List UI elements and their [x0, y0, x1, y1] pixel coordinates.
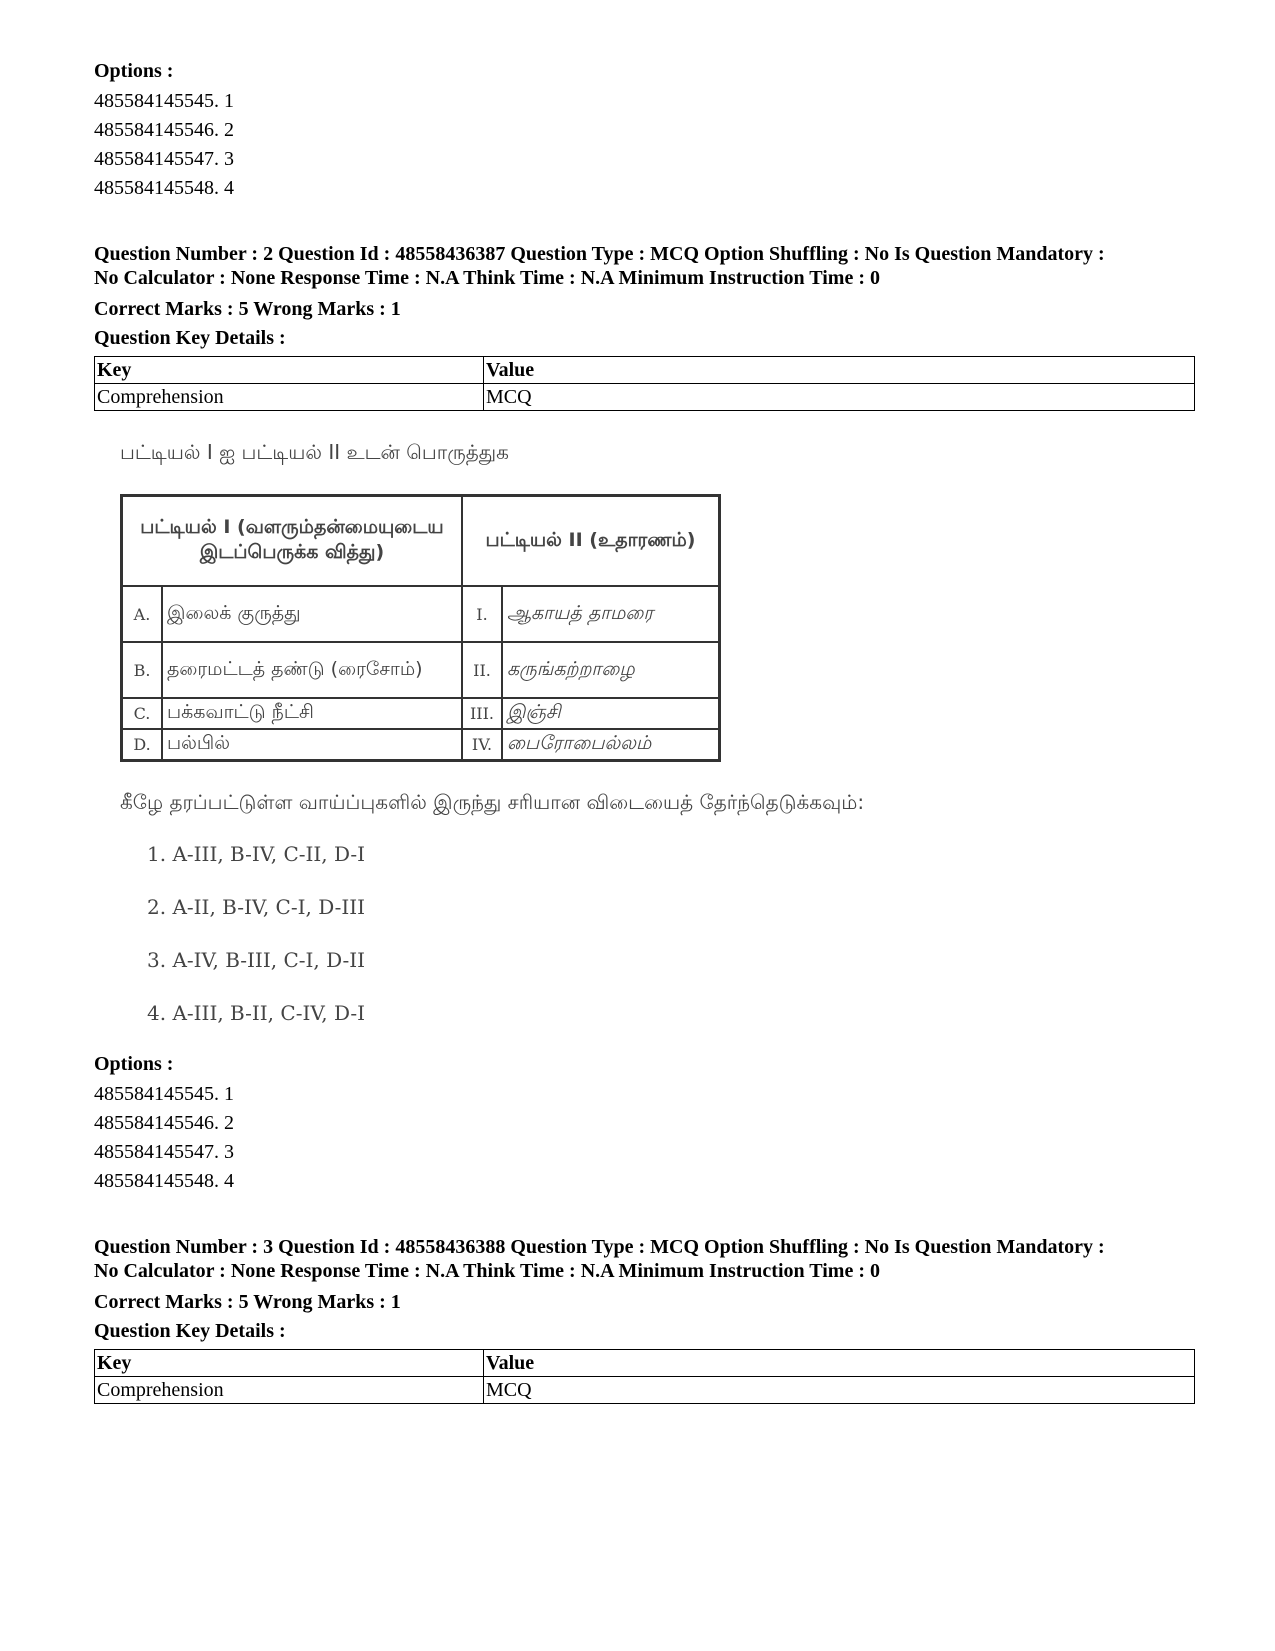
answer-choice: 3. A-IV, B-III, C-I, D-II [147, 948, 366, 972]
option-item: 485584145547. 3 [94, 148, 234, 170]
match-row [122, 586, 720, 642]
match-number: III. [462, 698, 502, 729]
match-header-row [122, 496, 720, 587]
question-meta-line2: No Calculator : None Response Time : N.A Think Time : N.A Minimum Instruction Time : 0 [94, 1260, 880, 1282]
match-row [122, 642, 720, 698]
match-example: பைரோபைல்லம் [502, 729, 720, 761]
question-meta [94, 1235, 1184, 1283]
match-item: தரைமட்டத் தண்டு (ரைசோம்) [162, 642, 462, 698]
key-details-label: Question Key Details : [94, 1320, 286, 1342]
match-header-list2: பட்டியல் II (உதாரணம்) [462, 496, 720, 587]
option-item: 485584145545. 1 [94, 90, 234, 112]
key-details-label: Question Key Details : [94, 327, 286, 349]
question-instruction: பட்டியல் I ஐ பட்டியல் II உடன் பொருத்துக [120, 440, 509, 464]
match-letter: B. [122, 642, 163, 698]
match-item: பல்பில் [162, 729, 462, 761]
option-item: 485584145547. 3 [94, 1141, 234, 1163]
option-item: 485584145546. 2 [94, 119, 234, 141]
answer-choice: 4. A-III, B-II, C-IV, D-I [147, 1001, 366, 1025]
match-item: இலைக் குருத்து [162, 586, 462, 642]
match-example: ஆகாயத் தாமரை [502, 586, 720, 642]
marks-line: Correct Marks : 5 Wrong Marks : 1 [94, 1291, 401, 1313]
options-label: Options : [94, 1053, 174, 1075]
table-cell-key: Comprehension [95, 1377, 484, 1404]
question-meta [94, 242, 1184, 290]
answer-choice: 1. A-III, B-IV, C-II, D-I [147, 842, 366, 866]
table-cell-value: MCQ [484, 1377, 1195, 1404]
match-letter: A. [122, 586, 163, 642]
table-header-key: Key [95, 357, 484, 384]
question-meta-line1: Question Number : 2 Question Id : 48558436387 Question Type : MCQ Option Shuffling : No Is Question Mandatory : [94, 243, 1105, 265]
match-number: II. [462, 642, 502, 698]
match-number: I. [462, 586, 502, 642]
match-item: பக்கவாட்டு நீட்சி [162, 698, 462, 729]
option-item: 485584145545. 1 [94, 1083, 234, 1105]
marks-line: Correct Marks : 5 Wrong Marks : 1 [94, 298, 401, 320]
choose-instruction: கீழே தரப்பட்டுள்ள வாய்ப்புகளில் இருந்து சரியான விடையைத் தேர்ந்தெடுக்கவும்: [120, 790, 865, 814]
match-number: IV. [462, 729, 502, 761]
key-details-table [94, 356, 1195, 411]
table-header-value: Value [484, 1350, 1195, 1377]
table-cell-value: MCQ [484, 384, 1195, 411]
match-table [120, 494, 721, 762]
table-header-row [95, 1350, 1195, 1377]
options-label: Options : [94, 60, 174, 82]
option-item: 485584145546. 2 [94, 1112, 234, 1134]
table-header-row [95, 357, 1195, 384]
match-row [122, 698, 720, 729]
match-row [122, 729, 720, 761]
match-letter: C. [122, 698, 163, 729]
match-letter: D. [122, 729, 163, 761]
table-header-key: Key [95, 1350, 484, 1377]
answer-choice: 2. A-II, B-IV, C-I, D-III [147, 895, 366, 919]
key-details-table [94, 1349, 1195, 1404]
question-meta-line2: No Calculator : None Response Time : N.A Think Time : N.A Minimum Instruction Time : 0 [94, 267, 880, 289]
table-row [95, 1377, 1195, 1404]
option-item: 485584145548. 4 [94, 1170, 234, 1192]
match-example: இஞ்சி [502, 698, 720, 729]
table-row [95, 384, 1195, 411]
match-header-list1: பட்டியல் I (வளரும்தன்மையுடைய இடப்பெருக்க வித்து) [122, 496, 463, 587]
option-item: 485584145548. 4 [94, 177, 234, 199]
match-example: கருங்கற்றாழை [502, 642, 720, 698]
table-cell-key: Comprehension [95, 384, 484, 411]
question-meta-line1: Question Number : 3 Question Id : 48558436388 Question Type : MCQ Option Shuffling : No Is Question Mandatory : [94, 1236, 1105, 1258]
table-header-value: Value [484, 357, 1195, 384]
